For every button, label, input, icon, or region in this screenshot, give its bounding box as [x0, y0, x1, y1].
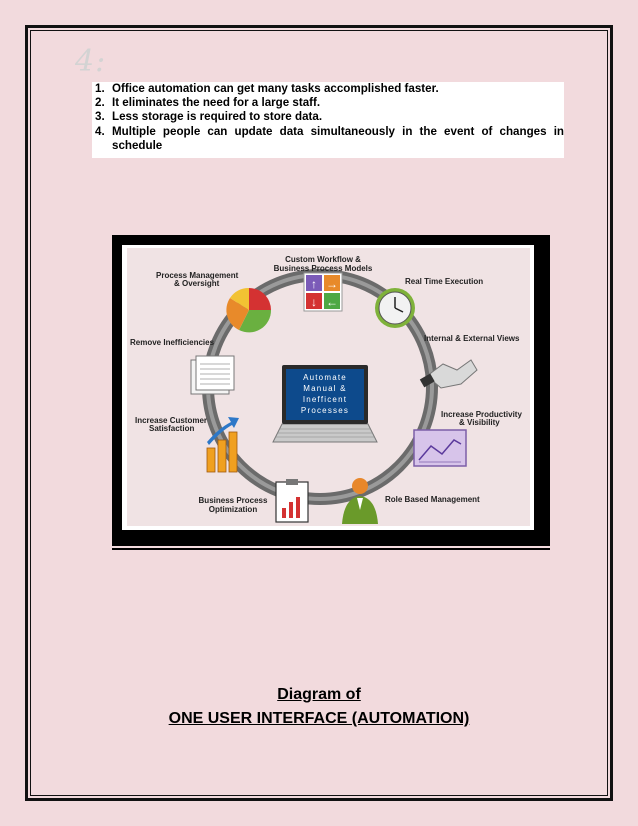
diagram-underline — [112, 548, 550, 550]
caption-title: Diagram of — [277, 686, 361, 703]
list-item: 1. Office automation can get many tasks accomplished faster. — [95, 82, 439, 95]
label-workflow-2: Business Process Models — [273, 264, 373, 273]
section-number: 4: — [75, 44, 107, 79]
clipboard-chart-icon — [276, 479, 308, 522]
center-line-2: Manual & — [303, 384, 347, 393]
documents-icon — [191, 356, 234, 394]
laptop-icon — [273, 365, 377, 442]
label-role: Role Based Management — [385, 495, 480, 504]
list-item: 4. Multiple people can update data simultaneously in the event of changes in schedule — [95, 124, 564, 152]
label-pm-2: & Oversight — [174, 279, 220, 288]
svg-text:↑: ↑ — [311, 277, 317, 291]
automation-diagram — [127, 248, 530, 526]
label-remove: Remove Inefficiencies — [130, 338, 215, 347]
pie-chart-icon — [226, 288, 271, 332]
productivity-chart-icon — [414, 430, 466, 466]
svg-text:↓: ↓ — [311, 295, 317, 309]
label-customer-1: Increase Customer — [135, 416, 208, 425]
label-productivity-2: & Visibility — [459, 418, 500, 427]
caption-subtitle: ONE USER INTERFACE (AUTOMATION) — [168, 710, 470, 727]
label-workflow-1: Custom Workflow & — [285, 255, 361, 264]
label-customer-2: Satisfaction — [149, 424, 195, 433]
clock-icon — [375, 288, 415, 328]
label-pm-1: Process Management — [156, 271, 239, 280]
svg-text:→: → — [326, 277, 338, 291]
label-productivity-1: Increase Productivity — [441, 410, 522, 419]
svg-text:←: ← — [326, 295, 338, 309]
list-item: 2. It eliminates the need for a large staff. — [95, 96, 321, 110]
benefits-list-box — [92, 82, 564, 158]
label-bpo-2: Optimization — [208, 505, 258, 514]
benefits-list — [92, 82, 564, 153]
list-item: 3. Less storage is required to store data. — [95, 110, 323, 124]
center-line-1: Automate — [303, 373, 347, 382]
label-realtime: Real Time Execution — [405, 277, 484, 286]
center-line-4: Processes — [300, 406, 350, 415]
label-bpo-1: Business Process — [198, 496, 268, 505]
label-views: Internal & External Views — [424, 334, 520, 343]
workflow-arrows-icon — [304, 273, 342, 311]
center-line-3: Inefficent — [302, 395, 348, 404]
